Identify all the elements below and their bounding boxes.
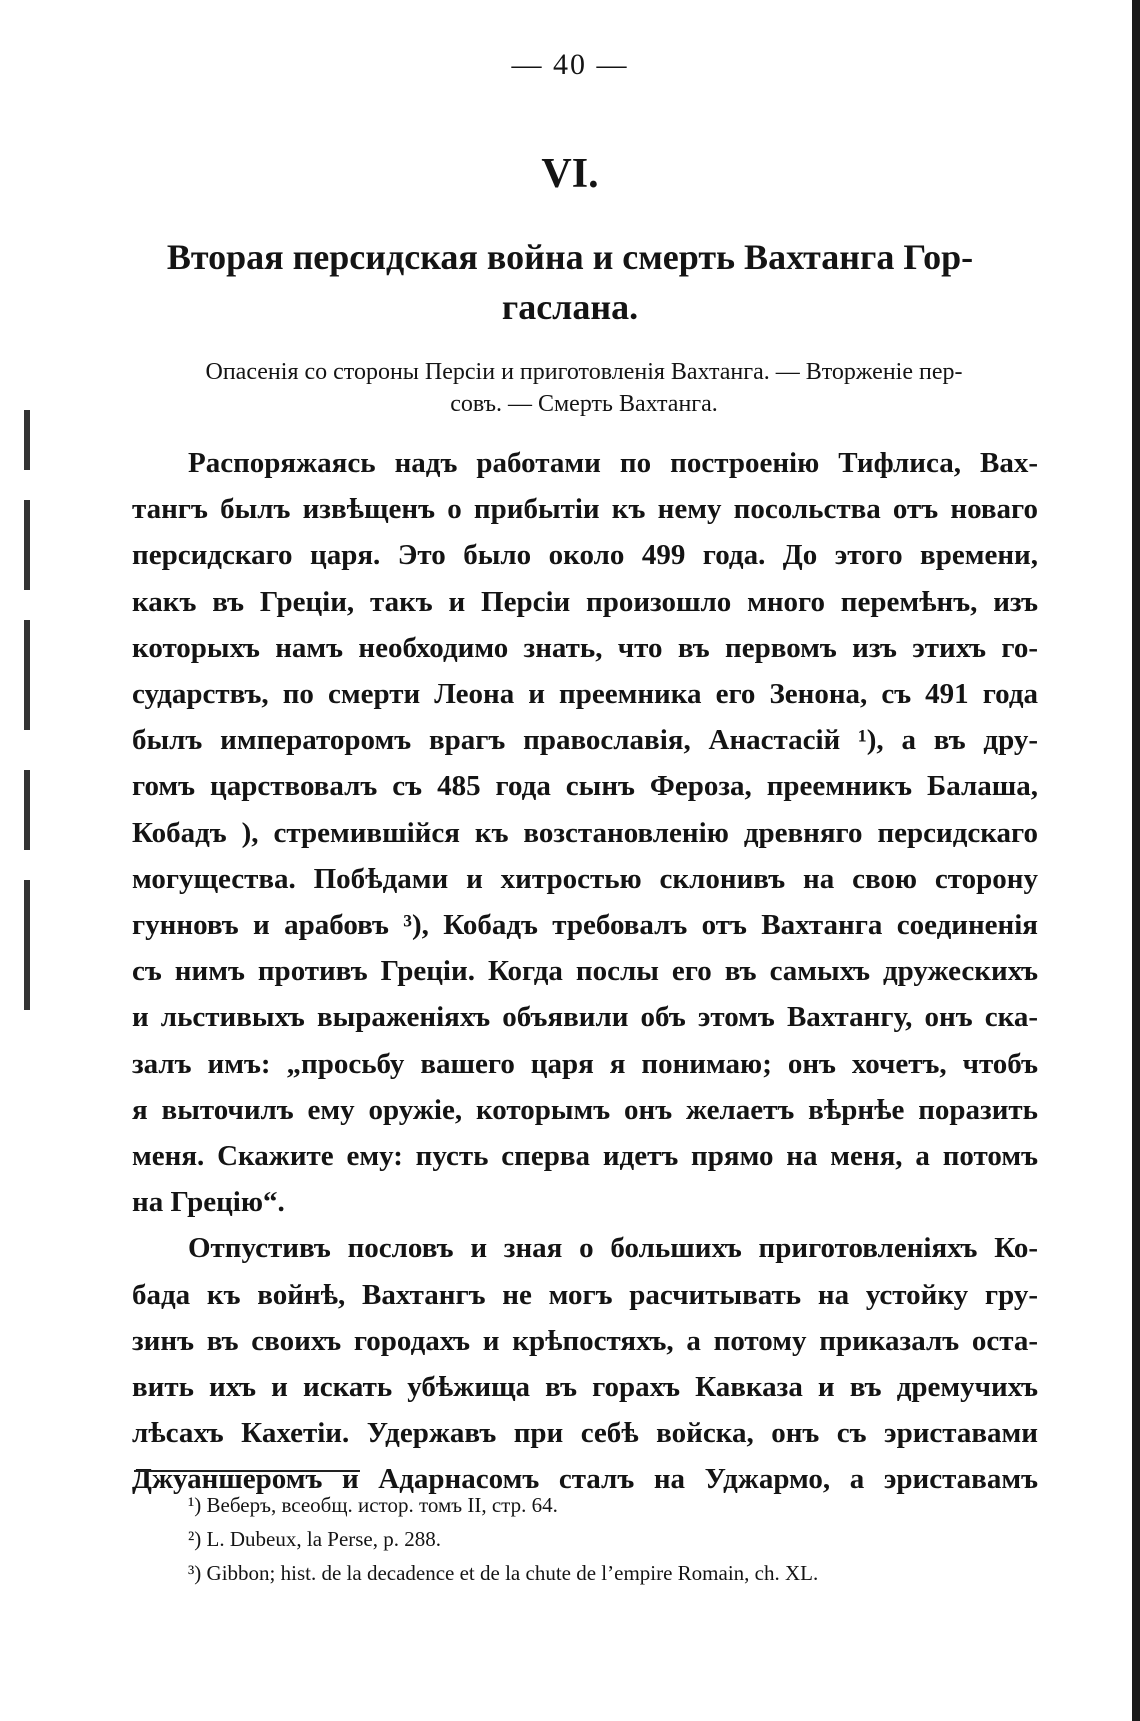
margin-mark xyxy=(24,620,30,730)
footnote-divider xyxy=(134,1470,360,1472)
body-line: могущества. Побѣдами и хитростью склонивъ на свою сторону xyxy=(132,862,1038,895)
margin-mark xyxy=(24,770,30,850)
body-line: зинъ въ своихъ городахъ и крѣпостяхъ, а потому приказалъ оста- xyxy=(132,1324,1038,1357)
body-line: лѣсахъ Кахетіи. Удержавъ при себѣ войска, онъ съ эриставами xyxy=(132,1417,1038,1450)
body-line: съ нимъ противъ Греціи. Когда послы его въ самыхъ дружескихъ xyxy=(132,955,1038,988)
body-line: которыхъ намъ необходимо знать, что въ первомъ изъ этихъ го- xyxy=(132,631,1038,664)
body-line: Джуаншеромъ и Адарнасомъ сталъ на Уджармо, а эриставамъ xyxy=(132,1463,1038,1496)
body-line: меня. Скажите ему: пусть сперва идетъ прямо на меня, а потомъ xyxy=(132,1140,1038,1173)
body-line: вить ихъ и искать убѣжища въ горахъ Кавказа и въ дремучихъ xyxy=(132,1371,1038,1404)
chapter-title-line: Вторая персидская война и смерть Вахтанга Гор- xyxy=(166,237,974,277)
body-line: тангъ былъ извѣщенъ о прибытіи къ нему посольства отъ новаго xyxy=(132,493,1038,526)
chapter-title-line: гаслана. xyxy=(501,287,639,327)
chapter-summary xyxy=(126,356,1042,420)
body-line: сударствъ, по смерти Леона и преемника его Зенона, съ 491 года xyxy=(132,678,1038,711)
margin-bleed-through xyxy=(10,400,50,1150)
margin-mark xyxy=(24,880,30,1010)
body-line: на Грецію“. xyxy=(132,1186,285,1219)
chapter-title xyxy=(140,232,1000,332)
body-line: я выточилъ ему оружіе, которымъ онъ желаетъ вѣрнѣе поразить xyxy=(132,1093,1038,1126)
body-line: залъ имъ: „просьбу вашего царя я понимаю; онъ хочетъ, чтобъ xyxy=(132,1047,1038,1080)
chapter-number: VI. xyxy=(541,151,599,197)
body-line: Кобадъ ), стремившійся къ возстановленію древняго персидскаго xyxy=(132,816,1038,849)
footnotes xyxy=(188,1488,1048,1590)
body-line: былъ императоромъ врагъ православія, Анастасій ¹), а въ дру- xyxy=(132,724,1038,757)
summary-line: Опасенія со стороны Персіи и приготовленія Вахтанга. — Вторженіе пер- xyxy=(205,359,963,385)
summary-line: совъ. — Смерть Вахтанга. xyxy=(450,391,718,417)
body-line: гомъ царствовалъ съ 485 года сынъ Фероза, преемникъ Балаша, xyxy=(132,770,1038,803)
body-line: какъ въ Греціи, такъ и Персіи произошло много перемѣнъ, изъ xyxy=(132,585,1038,618)
body-line: бада къ войнѣ, Вахтангъ не могъ расчитывать на устойку гру- xyxy=(132,1278,1038,1311)
margin-mark xyxy=(24,500,30,590)
page-edge-shadow xyxy=(1132,0,1140,1721)
body-text xyxy=(132,440,1038,1503)
body-line: Отпустивъ пословъ и зная о большихъ приготовленіяхъ Ко- xyxy=(188,1232,1038,1265)
body-line: персидскаго царя. Это было около 499 года. До этого времени, xyxy=(132,539,1038,572)
body-line: и льстивыхъ выраженіяхъ объявили объ этомъ Вахтангу, онъ ска- xyxy=(132,1001,1038,1034)
footnote: ¹) Веберъ, всеобщ. истор. томъ II, стр. 64. xyxy=(188,1493,558,1517)
body-line: Распоряжаясь надъ работами по построенію Тифлиса, Вах- xyxy=(188,447,1038,479)
page-number: — 40 — xyxy=(511,48,629,81)
margin-mark xyxy=(24,410,30,470)
body-line: гунновъ и арабовъ ³), Кобадъ требовалъ отъ Вахтанга соединенія xyxy=(132,909,1038,942)
footnote: ³) Gibbon; hist. de la decadence et de la chute de l’empire Romain, ch. XL. xyxy=(188,1561,819,1585)
footnote: ²) L. Dubeux, la Perse, p. 288. xyxy=(188,1527,441,1551)
